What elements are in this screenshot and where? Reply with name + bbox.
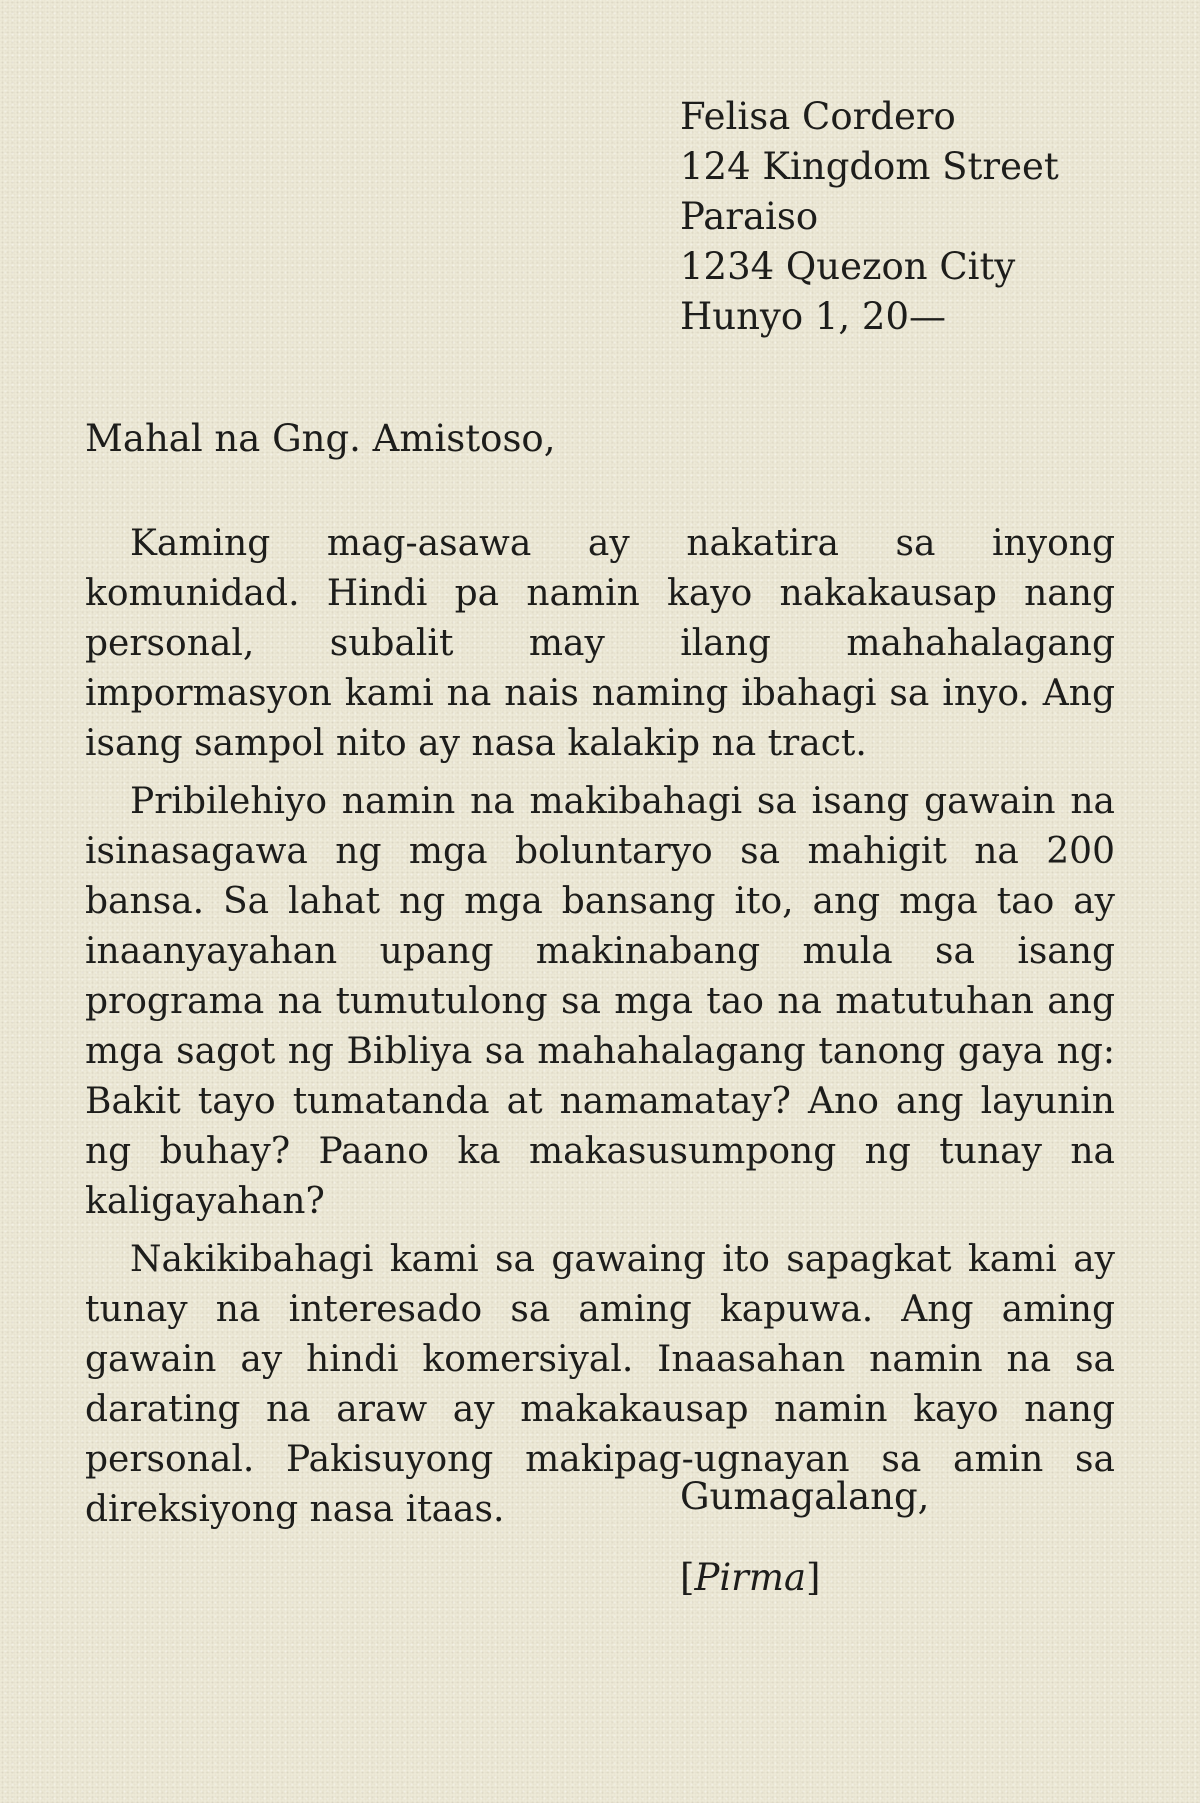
signature-open-bracket: [ xyxy=(680,1556,695,1599)
body-paragraph-2: Pribilehiyo namin na makibahagi sa isang gawain na isinasagawa ng mga boluntaryo sa mahigit na 200 bansa. Sa lahat ng mga bansang ito, ang mga tao ay inaanyayahan upang makinabang mula sa isang programa na tumutulong sa mga tao na matutuhan ang mga sagot ng Bibliya sa mahahalagang tanong gaya ng: Bakit tayo tumatanda at namamatay? Ano ang layunin ng buhay? Paano ka makasusumpong ng tunay na kaligayahan? xyxy=(85,781,1115,1222)
body-paragraph-3: Nakikibahagi kami sa gawaing ito sapagkat kami ay tunay na interesado sa aming kapuwa. Ang aming gawain ay hindi komersiyal. Inaasahan namin na sa darating na araw ay makakausap namin kayo nang personal. Pakisuyong makipag-ugnayan sa amin sa direksiyong nasa itaas. xyxy=(85,1239,1115,1530)
sender-address-block xyxy=(680,92,1059,342)
sender-postal-city: 1234 Quezon City xyxy=(680,245,1016,288)
letter-date: Hunyo 1, 20— xyxy=(680,295,947,338)
signature-close-bracket: ] xyxy=(806,1556,821,1599)
sender-district: Paraiso xyxy=(680,195,819,238)
closing: Gumagalang, xyxy=(680,1475,930,1518)
letter-body xyxy=(85,519,1115,1543)
body-paragraph-1: Kaming mag-asawa ay nakatira sa inyong komunidad. Hindi pa namin kayo nakakausap nang personal, subalit may ilang mahahalagang impormasyon kami na nais naming ibahagi sa inyo. Ang isang sampol nito ay nasa kalakip na tract. xyxy=(85,523,1115,764)
signature-word: Pirma xyxy=(694,1556,806,1599)
signature-placeholder xyxy=(680,1553,820,1603)
sender-name: Felisa Cordero xyxy=(680,95,956,138)
salutation: Mahal na Gng. Amistoso, xyxy=(85,417,556,460)
sender-street: 124 Kingdom Street xyxy=(680,145,1059,188)
